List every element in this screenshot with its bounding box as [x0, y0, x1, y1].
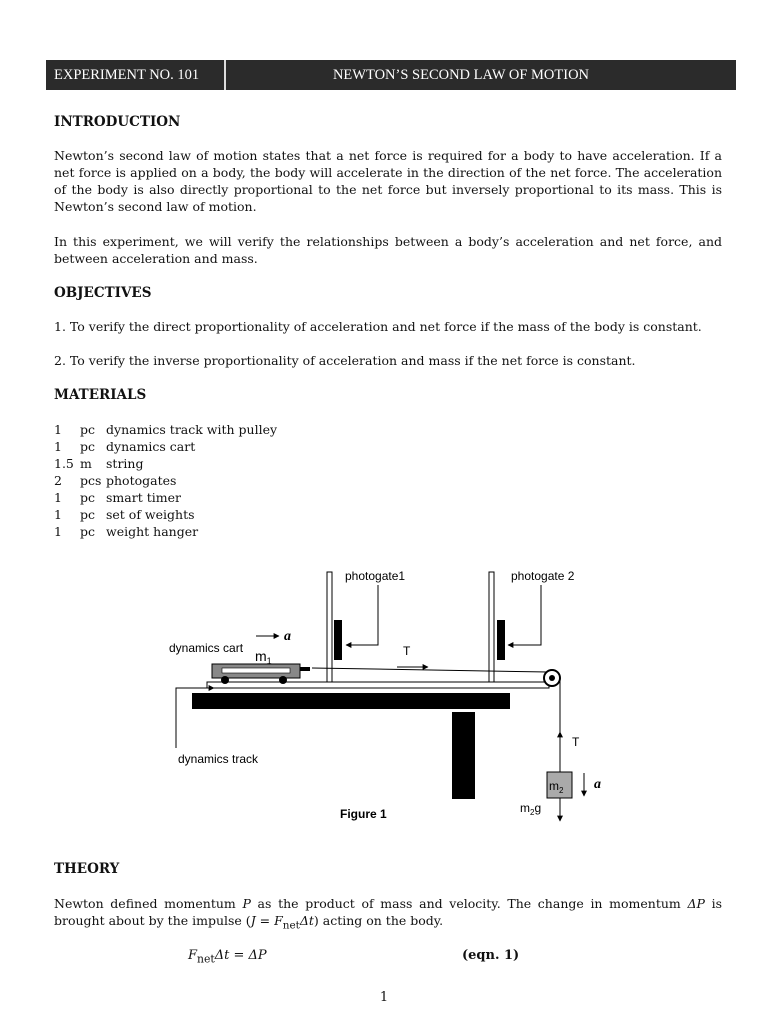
photogate-1-pole	[327, 572, 332, 688]
photogate-2-sensor	[497, 620, 505, 660]
introduction-heading: INTRODUCTION	[54, 114, 181, 130]
m1-label: $m_1$	[255, 648, 272, 666]
cart-wheel	[221, 676, 229, 684]
photogate-2-pointer	[508, 585, 541, 645]
cart-acceleration-label: a	[284, 629, 291, 644]
material-item: 2 pcs photogates	[54, 473, 177, 488]
theory-paragraph-1: Newton defined momentum P as the product of mass and velocity. The change in momentum ΔP is brought about by the impulse $(J = F_{net}\Delta t)$ acting on the body.	[54, 896, 722, 932]
photogate-1-label: photogate1	[345, 569, 406, 583]
cart-label: dynamics cart	[169, 641, 244, 655]
table-top	[192, 693, 510, 709]
tension-vertical-label: T	[572, 735, 580, 749]
track-top	[207, 682, 549, 688]
table-leg	[452, 712, 475, 799]
experiment-header	[46, 60, 736, 90]
equation-1-label: (eqn. 1)	[462, 948, 520, 963]
photogate-1-sensor	[334, 620, 342, 660]
introduction-paragraph-1: Newton’s second law of motion states that a net force is required for a body to have acceleration. If a net force is applied on a body, the body will accelerate in the direction of the net force. The acceleration of the body is also directly proportional to the net force but inversely proportional to its mass. This is Newton’s second law of motion.	[54, 148, 722, 214]
introduction-paragraph-2: In this experiment, we will verify the relationships between a body’s acceleration and net force, and between acceleration and mass.	[54, 234, 722, 266]
tension-horizontal-label: T	[403, 644, 411, 658]
figure-caption: Figure 1	[340, 807, 387, 821]
objective-item-1: 1. To verify the direct proportionality of acceleration and net force if the mass of the body is constant.	[54, 319, 702, 334]
string	[312, 668, 548, 672]
mass-acceleration-label: a	[594, 777, 601, 792]
weight-label: $m_2g$	[520, 801, 542, 817]
page-number: 1	[379, 990, 389, 1005]
experiment-title: NEWTON’S SECOND LAW OF MOTION	[332, 66, 590, 83]
photogate-1-pointer	[346, 585, 378, 645]
objective-item-2: 2. To verify the inverse proportionality of acceleration and mass if the net force is constant.	[54, 353, 636, 368]
figure-1-diagram	[160, 560, 600, 830]
materials-heading: MATERIALS	[54, 387, 147, 403]
material-item: 1 pc weight hanger	[54, 524, 199, 539]
material-item: 1 pc dynamics cart	[54, 439, 196, 454]
track-label: dynamics track	[178, 752, 259, 766]
material-item: 1.5 m string	[54, 456, 144, 471]
material-item: 1 pc smart timer	[54, 490, 181, 505]
objectives-heading: OBJECTIVES	[54, 285, 152, 301]
photogate-2-label: photogate 2	[511, 569, 575, 583]
equation-1: $F_{net}\Delta t = \Delta P$	[188, 948, 267, 966]
material-item: 1 pc set of weights	[54, 507, 195, 522]
materials-list	[54, 421, 277, 540]
cart-wheel	[279, 676, 287, 684]
material-item: 1 pc dynamics track with pulley	[54, 422, 278, 437]
theory-heading: THEORY	[54, 861, 120, 877]
experiment-number: EXPERIMENT NO. 101	[46, 60, 226, 90]
m2-label: $m_2$	[549, 779, 564, 795]
